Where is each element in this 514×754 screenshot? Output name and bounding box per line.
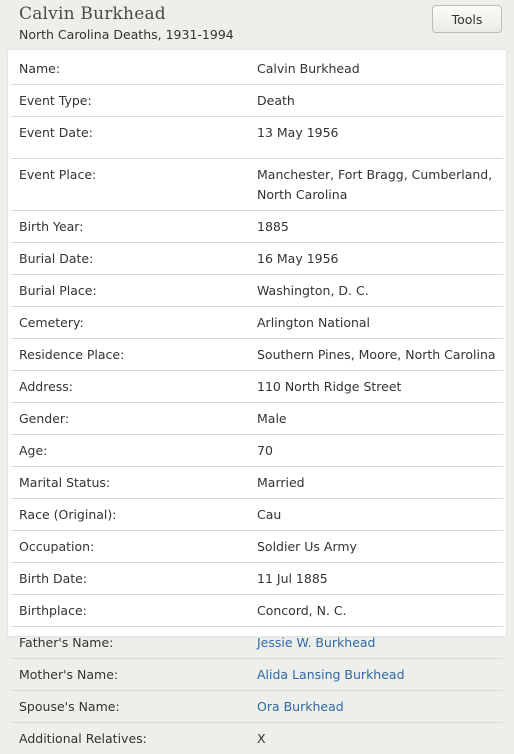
field-label-event-date: Event Date: [11,117,257,159]
table-row [11,53,503,85]
table-row [11,275,503,307]
field-label-fathers-name: Father's Name: [11,627,257,659]
mother-name-link[interactable]: Alida Lansing Burkhead [257,667,405,682]
field-value-occupation: Soldier Us Army [257,531,503,563]
table-row [11,627,503,659]
field-label-name: Name: [11,53,257,85]
table-row [11,117,503,159]
field-label-address: Address: [11,371,257,403]
table-row [11,531,503,563]
table-row [11,307,503,339]
field-label-occupation: Occupation: [11,531,257,563]
field-label-age: Age: [11,435,257,467]
field-label-birthplace: Birthplace: [11,595,257,627]
table-row [11,211,503,243]
field-label-birth-year: Birth Year: [11,211,257,243]
collection-name: North Carolina Deaths, 1931-1994 [19,27,234,42]
field-label-marital-status: Marital Status: [11,467,257,499]
spouse-name-link[interactable]: Ora Burkhead [257,699,344,714]
field-value-birth-date: 11 Jul 1885 [257,563,503,595]
field-label-mothers-name: Mother's Name: [11,659,257,691]
field-value-cemetery: Arlington National [257,307,503,339]
table-row [11,371,503,403]
table-row [11,499,503,531]
table-row [11,435,503,467]
record-details-card [8,50,506,636]
field-value-residence-place: Southern Pines, Moore, North Carolina [257,339,503,371]
field-label-residence-place: Residence Place: [11,339,257,371]
field-value-burial-date: 16 May 1956 [257,243,503,275]
table-row [11,691,503,723]
field-label-burial-place: Burial Place: [11,275,257,307]
table-row [11,659,503,691]
field-value-mothers-name [257,659,503,691]
tools-button[interactable]: Tools [432,5,502,33]
record-details-table [11,53,503,754]
field-value-gender: Male [257,403,503,435]
field-value-additional-relatives: X [257,723,503,754]
field-value-age: 70 [257,435,503,467]
record-title: Calvin Burkhead [19,4,166,24]
field-value-marital-status: Married [257,467,503,499]
field-label-gender: Gender: [11,403,257,435]
field-label-spouses-name: Spouse's Name: [11,691,257,723]
table-row [11,339,503,371]
field-value-spouses-name [257,691,503,723]
table-row [11,595,503,627]
field-label-birth-date: Birth Date: [11,563,257,595]
table-row [11,723,503,754]
field-value-address: 110 North Ridge Street [257,371,503,403]
field-value-fathers-name [257,627,503,659]
field-value-birthplace: Concord, N. C. [257,595,503,627]
field-value-name: Calvin Burkhead [257,53,503,85]
table-row [11,243,503,275]
field-value-event-place: Manchester, Fort Bragg, Cumberland, North Carolina [257,159,503,211]
table-row [11,403,503,435]
field-value-birth-year: 1885 [257,211,503,243]
field-value-race: Cau [257,499,503,531]
field-label-event-place: Event Place: [11,159,257,211]
field-value-burial-place: Washington, D. C. [257,275,503,307]
field-label-additional-relatives: Additional Relatives: [11,723,257,754]
field-value-event-date: 13 May 1956 [257,117,503,159]
table-row [11,563,503,595]
table-row [11,467,503,499]
table-row [11,85,503,117]
father-name-link[interactable]: Jessie W. Burkhead [257,635,376,650]
record-header [0,0,514,50]
field-label-race: Race (Original): [11,499,257,531]
field-label-burial-date: Burial Date: [11,243,257,275]
field-label-cemetery: Cemetery: [11,307,257,339]
table-row [11,159,503,211]
field-value-event-type: Death [257,85,503,117]
field-label-event-type: Event Type: [11,85,257,117]
